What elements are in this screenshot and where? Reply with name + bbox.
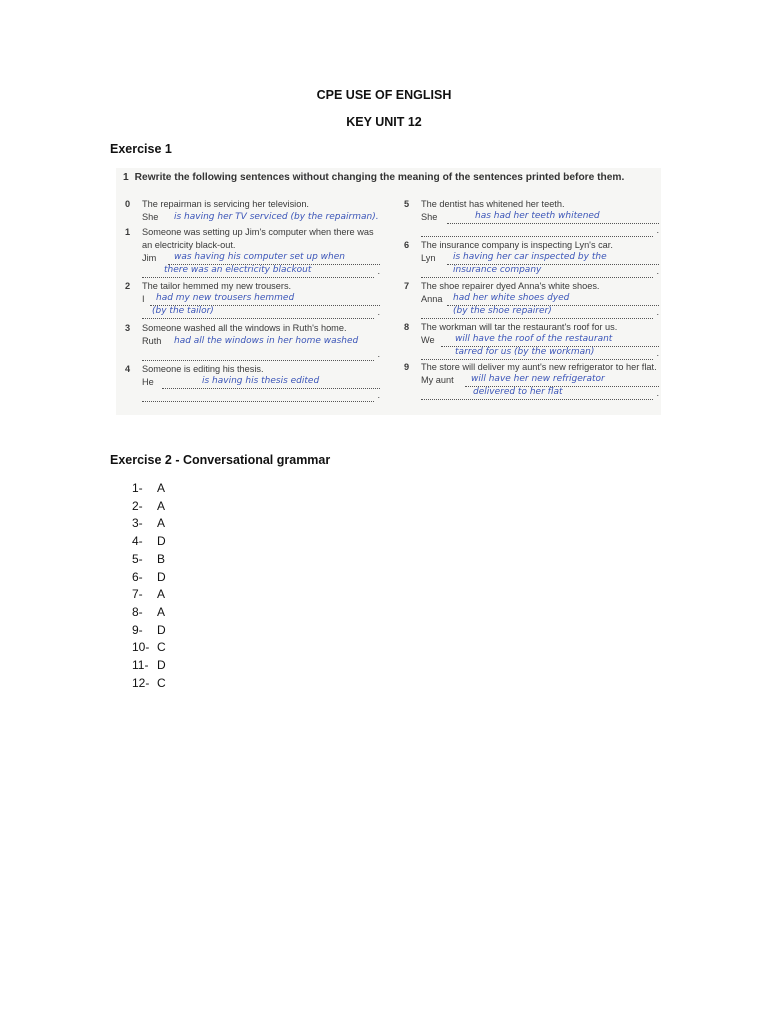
exercise-1-number: 1: [123, 172, 129, 183]
answer-letter: A: [157, 587, 166, 602]
item-number: 5: [404, 199, 410, 209]
answer-letter: D: [157, 658, 166, 673]
item-subject: She: [421, 212, 438, 222]
answer-letter: D: [157, 569, 166, 584]
list-item: [132, 480, 166, 498]
exercise-item-9: [404, 361, 659, 400]
item-answer: has had her teeth whitened: [475, 211, 600, 221]
exercise-item-6: [404, 239, 659, 278]
exercise-1-instruction: [123, 172, 624, 183]
item-answer-continued: (by the tailor): [152, 306, 214, 316]
answer-letter: B: [157, 551, 166, 566]
answer-number: 9-: [132, 622, 143, 637]
answer-letter: A: [157, 498, 166, 513]
item-answer-continued: (by the shoe repairer): [453, 306, 552, 316]
item-number: 8: [404, 322, 410, 332]
item-prompt: The store will deliver my aunt's new refrigerator to her flat.: [421, 362, 657, 372]
list-item: [132, 604, 166, 622]
item-answer-line: [421, 211, 659, 224]
answer-number: 3-: [132, 516, 143, 531]
list-item: [132, 586, 166, 604]
list-item: [132, 533, 166, 551]
exercise-item-1: [125, 226, 380, 278]
item-answer-continued: delivered to her flat: [473, 387, 563, 397]
exercise-item-0: [125, 198, 380, 224]
item-subject: Ruth: [142, 336, 162, 346]
item-prompt: The dentist has whitened her teeth.: [421, 199, 565, 209]
answer-letter: C: [157, 675, 166, 690]
list-item: [132, 498, 166, 516]
list-item: [132, 639, 166, 657]
answer-letter: A: [157, 604, 166, 619]
item-subject: She: [142, 212, 159, 222]
exercise-2-answer-list: [132, 480, 166, 692]
item-answer-line-2: .: [142, 389, 380, 402]
list-item: [132, 569, 166, 587]
item-answer-continued: tarred for us (by the workman): [455, 347, 595, 357]
item-answer: will have her new refrigerator: [471, 374, 605, 384]
exercise-1-scan: [116, 168, 661, 415]
list-item: [132, 515, 166, 533]
item-prompt: Someone was setting up Jim's computer when there was an electricity black-out.: [142, 227, 374, 250]
item-number: 4: [125, 364, 131, 374]
list-item: [132, 675, 166, 693]
answer-number: 11-: [132, 658, 149, 673]
item-answer: is having her car inspected by the: [453, 252, 607, 262]
item-answer: had her white shoes dyed: [453, 293, 570, 303]
item-answer-line-2: (by the tailor) .: [142, 306, 380, 319]
item-answer-line-2: .: [142, 348, 380, 361]
answer-number: 6-: [132, 569, 143, 584]
item-prompt: The workman will tar the restaurant's roof for us.: [421, 322, 618, 332]
item-prompt: Someone is editing his thesis.: [142, 364, 264, 374]
list-item: [132, 551, 166, 569]
answer-number: 10-: [132, 640, 150, 655]
item-number: 7: [404, 281, 410, 291]
item-prompt: Someone washed all the windows in Ruth's home.: [142, 323, 347, 333]
list-item: [132, 657, 166, 675]
item-answer-line: [142, 335, 380, 348]
item-answer: is having his thesis edited: [202, 376, 320, 386]
item-subject: We: [421, 335, 435, 345]
item-answer-line-2: there was an electricity blackout .: [142, 265, 380, 278]
answer-letter: C: [157, 640, 166, 655]
item-answer-line: [142, 376, 380, 389]
item-answer-continued: there was an electricity blackout: [164, 265, 312, 275]
answer-number: 2-: [132, 498, 143, 513]
item-number: 0: [125, 199, 131, 209]
item-answer: had all the windows in her home washed: [174, 336, 359, 346]
item-answer-continued: insurance company: [453, 265, 542, 275]
exercise-item-3: [125, 322, 380, 361]
exercise-item-7: [404, 280, 659, 319]
answer-number: 8-: [132, 604, 143, 619]
item-answer-line-2: delivered to her flat .: [421, 387, 659, 400]
item-answer-line-2: .: [421, 224, 659, 237]
document-subtitle: KEY UNIT 12: [346, 115, 422, 129]
item-subject: He: [142, 377, 154, 387]
item-subject: I: [142, 294, 145, 304]
item-prompt: The repairman is servicing her television.: [142, 199, 309, 209]
item-answer: is having her TV serviced (by the repairman).: [174, 212, 379, 222]
item-number: 2: [125, 281, 131, 291]
answer-number: 1-: [132, 481, 143, 495]
exercise-1-heading: Exercise 1: [110, 142, 172, 156]
answer-letter: A: [157, 481, 166, 495]
item-prompt: The tailor hemmed my new trousers.: [142, 281, 292, 291]
answer-letter: A: [157, 516, 166, 531]
item-prompt: The insurance company is inspecting Lyn's car.: [421, 240, 613, 250]
item-answer-line-2: (by the shoe repairer) .: [421, 306, 659, 319]
answer-number: 12-: [132, 675, 150, 690]
item-subject: Lyn: [421, 253, 436, 263]
exercise-item-2: [125, 280, 380, 319]
item-answer-line: [142, 211, 380, 224]
exercise-item-4: [125, 363, 380, 402]
item-number: 9: [404, 362, 410, 372]
answer-number: 7-: [132, 587, 143, 602]
exercise-2-heading: Exercise 2 - Conversational grammar: [110, 453, 331, 467]
item-answer-line-2: insurance company .: [421, 265, 659, 278]
item-answer-line-2: tarred for us (by the workman) .: [421, 347, 659, 360]
item-number: 6: [404, 240, 410, 250]
exercise-item-8: [404, 321, 659, 360]
item-prompt: The shoe repairer dyed Anna's white shoes.: [421, 281, 600, 291]
item-subject: Anna: [421, 294, 443, 304]
answer-letter: D: [157, 622, 166, 637]
answer-number: 4-: [132, 534, 143, 549]
item-subject: My aunt: [421, 375, 454, 385]
item-number: 3: [125, 323, 131, 333]
exercise-1-instruction-text: Rewrite the following sentences without changing the meaning of the sentences printed before them.: [134, 172, 625, 183]
item-subject: Jim: [142, 253, 157, 263]
item-answer: had my new trousers hemmed: [156, 293, 295, 303]
document-title: CPE USE OF ENGLISH: [316, 88, 452, 102]
exercise-item-5: [404, 198, 659, 237]
item-answer: was having his computer set up when: [174, 252, 345, 262]
answer-number: 5-: [132, 551, 143, 566]
item-answer: will have the roof of the restaurant: [455, 334, 613, 344]
item-number: 1: [125, 227, 131, 237]
answer-letter: D: [157, 534, 166, 549]
list-item: [132, 622, 166, 640]
